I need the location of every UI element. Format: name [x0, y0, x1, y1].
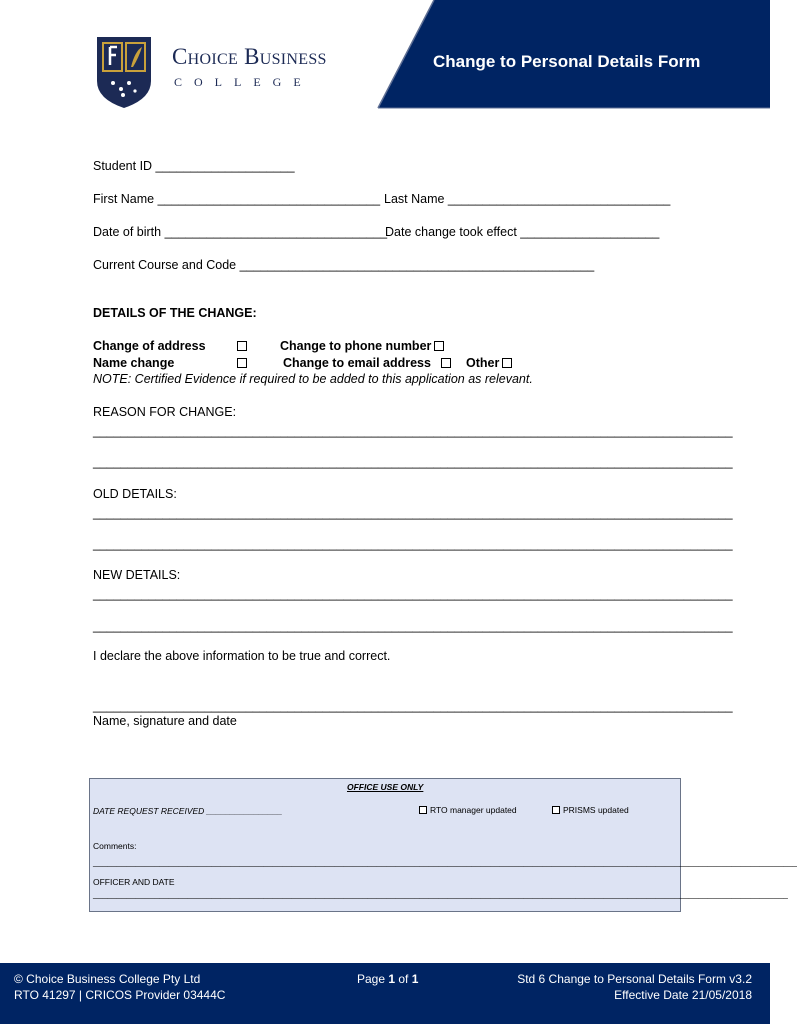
reason-line-2[interactable]: ____________________________________________________________________________________________ — [93, 455, 733, 469]
current-course-field[interactable]: Current Course and Code ___________________________________________________ — [93, 258, 595, 272]
date-of-birth-field[interactable]: Date of birth ________________________________ — [93, 225, 388, 239]
date-change-effect-field[interactable]: Date change took effect ____________________ — [385, 225, 660, 239]
comments-label: Comments: — [93, 841, 137, 851]
page-number — [357, 972, 418, 986]
prisms-label: PRISMS updated — [563, 805, 629, 815]
new-details-line-1[interactable]: ____________________________________________________________________________________________ — [93, 587, 733, 601]
option-change-phone[interactable] — [280, 339, 444, 353]
new-details-heading: NEW DETAILS: — [93, 568, 181, 582]
details-heading: DETAILS OF THE CHANGE: — [93, 306, 257, 320]
last-name-field[interactable]: Last Name ________________________________ — [384, 192, 671, 206]
old-details-line-1[interactable]: ____________________________________________________________________________________________ — [93, 506, 733, 520]
rto-manager-updated[interactable] — [419, 805, 517, 815]
evidence-note: NOTE: Certified Evidence if required to be added to this application as relevant. — [93, 372, 533, 386]
declaration-text: I declare the above information to be true and correct. — [93, 649, 391, 663]
college-crest-logo — [95, 33, 153, 109]
option-label: Change to email address — [283, 356, 431, 370]
first-name-field[interactable]: First Name ________________________________ — [93, 192, 381, 206]
option-change-address[interactable] — [93, 339, 206, 353]
footer-copyright: © Choice Business College Pty Ltd — [14, 972, 201, 986]
page-prefix: Page — [357, 972, 389, 986]
footer — [0, 963, 770, 1024]
officer-date-label: OFFICER AND DATE — [93, 877, 175, 887]
brand-subtitle: COLLEGE — [174, 75, 313, 89]
option-label: Change of address — [93, 339, 206, 353]
office-use-title: OFFICE USE ONLY — [347, 782, 424, 792]
footer-effective-date: Effective Date 21/05/2018 — [614, 988, 752, 1002]
office-use-box — [89, 778, 797, 912]
rto-label: RTO manager updated — [430, 805, 517, 815]
old-details-heading: OLD DETAILS: — [93, 487, 177, 501]
signature-label: Name, signature and date — [93, 714, 237, 728]
page-total: 1 — [411, 972, 419, 986]
checkbox-other[interactable] — [502, 358, 512, 368]
option-other[interactable] — [466, 356, 512, 370]
officer-date-line[interactable]: ___________________________________________________________________________________________________________________________________________________ — [93, 889, 788, 899]
footer-doc-name: Std 6 Change to Personal Details Form v3.2 — [517, 972, 752, 986]
footer-rto: RTO 41297 | CRICOS Provider 03444C — [14, 988, 226, 1002]
option-name-change[interactable] — [93, 356, 174, 370]
comments-line[interactable]: _____________________________________________________________________________________________________________________________________________________ — [93, 857, 797, 867]
prisms-updated[interactable] — [552, 805, 629, 815]
reason-line-1[interactable]: ____________________________________________________________________________________________ — [93, 424, 733, 438]
date-request-received[interactable]: DATE REQUEST RECEIVED ________________ — [93, 806, 283, 816]
student-id-field[interactable]: Student ID ____________________ — [93, 159, 295, 173]
page-of: of — [395, 972, 412, 986]
checkbox-rto-manager[interactable] — [419, 806, 427, 814]
old-details-line-2[interactable]: ____________________________________________________________________________________________ — [93, 537, 733, 551]
signature-line[interactable]: ____________________________________________________________________________________________ — [93, 699, 733, 713]
new-details-line-2[interactable]: ____________________________________________________________________________________________ — [93, 619, 733, 633]
brand-name: Choice Business — [172, 44, 327, 69]
checkbox-change-address[interactable] — [237, 341, 247, 351]
form-title: Change to Personal Details Form — [433, 52, 701, 71]
page-current: 1 — [388, 972, 396, 986]
option-label: Change to phone number — [280, 339, 432, 353]
option-label: Other — [466, 356, 500, 370]
checkbox-change-phone[interactable] — [434, 341, 444, 351]
checkbox-prisms[interactable] — [552, 806, 560, 814]
checkbox-change-email[interactable] — [441, 358, 451, 368]
checkbox-name-change[interactable] — [237, 358, 247, 368]
option-change-email[interactable] — [283, 356, 451, 370]
reason-heading: REASON FOR CHANGE: — [93, 405, 237, 419]
option-label: Name change — [93, 356, 175, 370]
